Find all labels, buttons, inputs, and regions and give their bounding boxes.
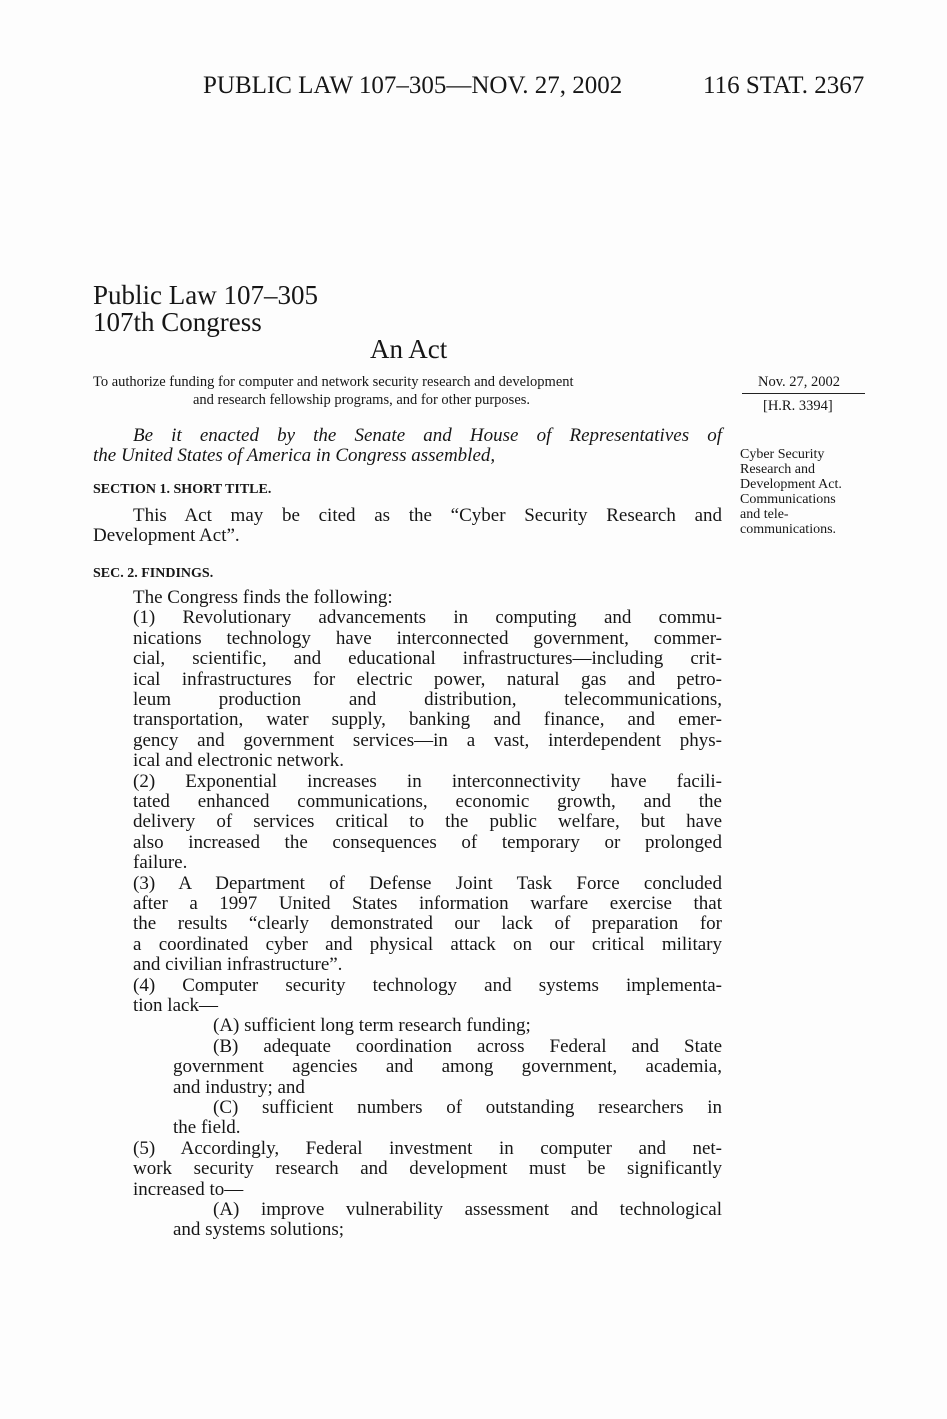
findings-line: ical and electronic network. — [133, 750, 345, 772]
public-law-number: Public Law 107–305 — [93, 280, 318, 310]
bill-number: [H.R. 3394] — [763, 398, 833, 414]
enacting-clause-1: Be it enacted by the Senate and House of Representatives of — [133, 425, 722, 446]
findings-line: a coordinated cyber and physical attack on our critical military — [133, 933, 722, 955]
findings-line: (A) sufficient long term research funding; — [213, 1015, 531, 1037]
margin-note-5: and tele- — [740, 507, 789, 522]
findings-line: transportation, water supply, banking and finance, and emer- — [133, 709, 722, 731]
findings-line: also increased the consequences of temporary or prolonged — [133, 831, 722, 853]
margin-note-4: Communications — [740, 492, 836, 507]
findings-line: and industry; and — [173, 1076, 305, 1098]
findings-line: ical infrastructures for electric power, natural gas and petro- — [133, 668, 722, 690]
running-header-left: PUBLIC LAW 107–305—NOV. 27, 2002 — [203, 72, 623, 99]
findings-line: (4) Computer security technology and systems implementa- — [133, 974, 722, 996]
enactment-date: Nov. 27, 2002 — [758, 374, 841, 390]
findings-line: tated enhanced communications, economic growth, and the — [133, 791, 722, 812]
margin-divider — [742, 393, 865, 394]
findings-line: government agencies and among government, academia, — [173, 1056, 722, 1078]
section-1-text-1: This Act may be cited as the “Cyber Security Research and — [133, 505, 722, 526]
margin-note-3: Development Act. — [740, 477, 842, 492]
findings-line: failure. — [133, 852, 188, 874]
section-1-heading: SECTION 1. SHORT TITLE. — [93, 482, 272, 497]
act-title: An Act — [370, 334, 448, 364]
findings-line: The Congress finds the following: — [133, 587, 393, 608]
congress-number: 107th Congress — [93, 307, 262, 337]
findings-line: delivery of services critical to the public welfare, but have — [133, 811, 722, 833]
page-number: 116 STAT. 2367 — [703, 72, 865, 99]
margin-note-1: Cyber Security — [740, 447, 825, 462]
findings-line: increased to— — [133, 1178, 244, 1200]
findings-line: and civilian infrastructure”. — [133, 954, 343, 976]
findings-line: work security research and development must be significantly — [133, 1158, 722, 1180]
findings-line: (B) adequate coordination across Federal and State — [213, 1035, 722, 1057]
findings-line: (1) Revolutionary advancements in computing and commu- — [133, 607, 722, 629]
margin-note-2: Research and — [740, 462, 816, 477]
findings-line: nications technology have interconnected government, commer- — [133, 627, 722, 649]
findings-line: (C) sufficient numbers of outstanding researchers in — [213, 1097, 722, 1118]
findings-line: gency and government services—in a vast, interdependent phys- — [133, 729, 722, 751]
findings-line: (A) improve vulnerability assessment and technological — [213, 1199, 722, 1220]
findings-line: (2) Exponential increases in interconnectivity have facili- — [133, 770, 722, 792]
findings-line: tion lack— — [133, 995, 218, 1016]
findings-line: leum production and distribution, telecommunications, — [133, 689, 722, 710]
findings-line: cial, scientific, and educational infrastructures—including crit- — [133, 648, 722, 670]
findings-line: and systems solutions; — [173, 1219, 345, 1241]
section-2-heading: SEC. 2. FINDINGS. — [93, 566, 214, 581]
purpose-line-2: and research fellowship programs, and for other purposes. — [193, 392, 531, 408]
margin-note-6: communications. — [740, 522, 837, 537]
findings-line: the results “clearly demonstrated our lack of preparation for — [133, 913, 722, 935]
enacting-clause-2: the United States of America in Congress assembled, — [93, 445, 496, 466]
findings-line: (5) Accordingly, Federal investment in computer and net- — [133, 1137, 722, 1159]
section-1-text-2: Development Act”. — [93, 525, 240, 546]
findings-line: the field. — [173, 1117, 241, 1139]
findings-line: (3) A Department of Defense Joint Task Force concluded — [133, 872, 722, 894]
purpose-line-1: To authorize funding for computer and network security research and development — [93, 374, 574, 390]
findings-line: after a 1997 United States information warfare exercise that — [133, 893, 722, 914]
